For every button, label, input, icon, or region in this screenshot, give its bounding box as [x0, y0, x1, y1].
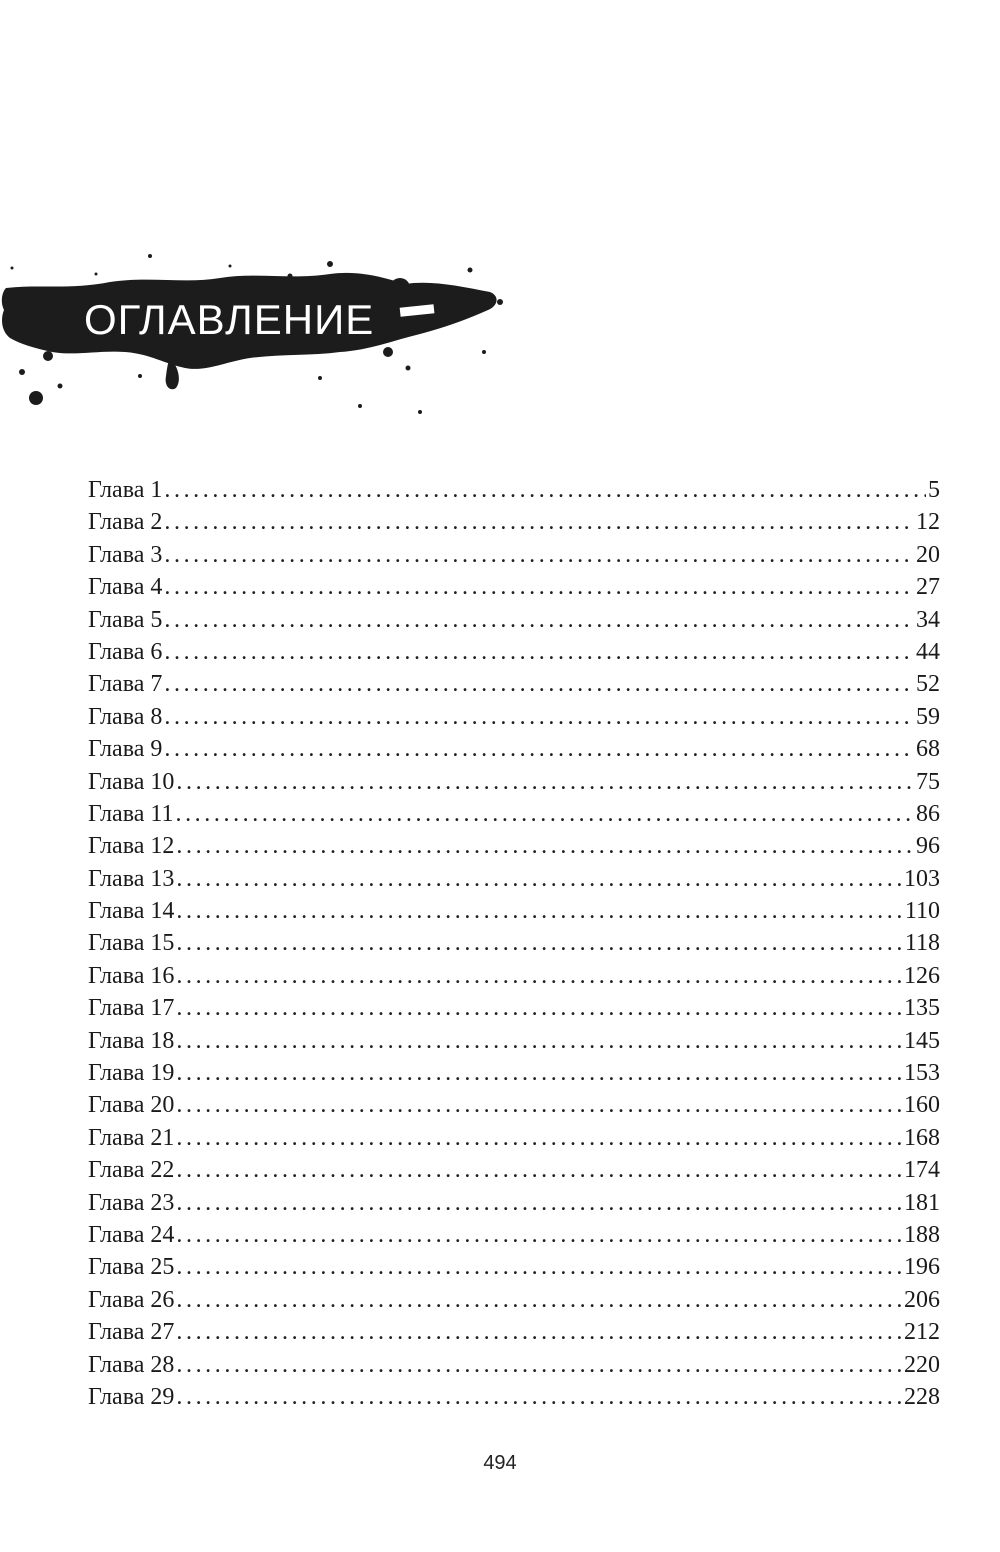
toc-entry [88, 604, 940, 636]
toc-entry-label: Глава 12 [88, 833, 175, 860]
dot-leader [176, 1219, 902, 1251]
toc-entry-label: Глава 23 [88, 1189, 175, 1216]
toc-entry-page: 206 [904, 1286, 940, 1313]
toc-entry [88, 1251, 940, 1283]
toc-entry-label: Глава 15 [88, 930, 175, 957]
dot-leader [176, 1025, 902, 1057]
toc-entry [88, 636, 940, 668]
dot-leader [176, 895, 903, 927]
dot-leader [164, 539, 914, 571]
toc-entry [88, 1187, 940, 1219]
toc-entry [88, 927, 940, 959]
toc-entry-label: Глава 6 [88, 638, 163, 665]
toc-entry-label: Глава 27 [88, 1319, 175, 1346]
toc-entry-label: Глава 29 [88, 1383, 175, 1410]
dot-leader [176, 992, 902, 1024]
toc-entry-label: Глава 25 [88, 1254, 175, 1281]
toc-entry [88, 1284, 940, 1316]
toc-entry-page: 228 [904, 1383, 940, 1410]
toc-entry-label: Глава 10 [88, 768, 175, 795]
dot-leader [175, 798, 914, 830]
dot-leader [164, 701, 914, 733]
dot-leader [176, 863, 902, 895]
page-number: 494 [483, 1452, 517, 1474]
toc-entry [88, 733, 940, 765]
toc-entry-label: Глава 18 [88, 1027, 175, 1054]
toc-entry-page: 75 [916, 768, 940, 795]
dot-leader [176, 1187, 902, 1219]
toc-entry-label: Глава 13 [88, 865, 175, 892]
dot-leader [164, 733, 914, 765]
toc-entry-label: Глава 7 [88, 671, 163, 698]
toc-entry-label: Глава 22 [88, 1157, 175, 1184]
toc-entry-label: Глава 28 [88, 1351, 175, 1378]
toc-entry-label: Глава 19 [88, 1060, 175, 1087]
toc-entry [88, 1057, 940, 1089]
toc-entry [88, 992, 940, 1024]
page-title: ОГЛАВЛЕНИЕ [84, 296, 375, 343]
toc-entry-label: Глава 20 [88, 1092, 175, 1119]
toc-entry-page: 34 [916, 606, 940, 633]
toc-entry-page: 52 [916, 671, 940, 698]
toc-entry-page: 27 [916, 574, 940, 601]
dot-leader [176, 1381, 902, 1413]
dot-leader [176, 1154, 902, 1186]
dot-leader [176, 960, 902, 992]
dot-leader [176, 1316, 902, 1348]
table-of-contents [88, 474, 940, 1413]
toc-entry-label: Глава 2 [88, 509, 163, 536]
toc-entry-page: 220 [904, 1351, 940, 1378]
toc-entry [88, 1025, 940, 1057]
dot-leader [176, 1089, 902, 1121]
toc-entry-page: 181 [904, 1189, 940, 1216]
toc-entry-label: Глава 8 [88, 703, 163, 730]
toc-entry-page: 196 [904, 1254, 940, 1281]
dot-leader [176, 1122, 902, 1154]
dot-leader [164, 668, 914, 700]
toc-entry-page: 160 [904, 1092, 940, 1119]
toc-entry-page: 168 [904, 1124, 940, 1151]
toc-entry-page: 126 [904, 962, 940, 989]
toc-entry-label: Глава 11 [88, 800, 174, 827]
toc-entry-page: 153 [904, 1060, 940, 1087]
toc-entry-page: 174 [904, 1157, 940, 1184]
toc-entry-label: Глава 16 [88, 962, 175, 989]
toc-entry-page: 68 [916, 736, 940, 763]
toc-entry [88, 863, 940, 895]
toc-entry [88, 701, 940, 733]
toc-entry-page: 188 [904, 1221, 940, 1248]
toc-entry-label: Глава 17 [88, 995, 175, 1022]
toc-entry [88, 474, 940, 506]
toc-entry-page: 59 [916, 703, 940, 730]
dot-leader [176, 1251, 902, 1283]
toc-entry-label: Глава 5 [88, 606, 163, 633]
toc-entry-page: 145 [904, 1027, 940, 1054]
toc-entry-label: Глава 26 [88, 1286, 175, 1313]
dot-leader [176, 830, 914, 862]
toc-entry-label: Глава 4 [88, 574, 163, 601]
toc-entry [88, 1349, 940, 1381]
dot-leader [176, 1057, 902, 1089]
toc-entry [88, 960, 940, 992]
toc-entry-page: 212 [904, 1319, 940, 1346]
toc-entry [88, 1154, 940, 1186]
toc-entry-page: 12 [916, 509, 940, 536]
dot-leader [164, 571, 914, 603]
toc-entry-label: Глава 1 [88, 477, 163, 503]
toc-entry-label: Глава 24 [88, 1221, 175, 1248]
toc-entry-page: 118 [904, 930, 940, 957]
toc-entry-label: Глава 3 [88, 541, 163, 568]
toc-entry-page: 110 [904, 898, 940, 925]
dot-leader [176, 927, 903, 959]
dot-leader [164, 474, 926, 506]
toc-entry-page: 103 [904, 865, 940, 892]
toc-entry [88, 798, 940, 830]
dot-leader [176, 766, 914, 798]
toc-entry-page: 20 [916, 541, 940, 568]
dot-leader [164, 636, 914, 668]
toc-entry [88, 571, 940, 603]
toc-entry [88, 668, 940, 700]
toc-entry-page: 5 [928, 477, 940, 503]
dot-leader [176, 1349, 902, 1381]
toc-entry [88, 1219, 940, 1251]
toc-entry-label: Глава 14 [88, 898, 175, 925]
toc-entry [88, 1381, 940, 1413]
toc-entry [88, 506, 940, 538]
toc-entry [88, 830, 940, 862]
toc-entry-page: 135 [904, 995, 940, 1022]
toc-entry [88, 1089, 940, 1121]
dot-leader [164, 506, 914, 538]
dot-leader [176, 1284, 902, 1316]
toc-entry [88, 766, 940, 798]
toc-entry [88, 539, 940, 571]
dot-leader [164, 604, 914, 636]
toc-entry [88, 895, 940, 927]
toc-entry-page: 86 [916, 800, 940, 827]
toc-entry [88, 1316, 940, 1348]
toc-entry-page: 96 [916, 833, 940, 860]
toc-entry-label: Глава 9 [88, 736, 163, 763]
toc-entry [88, 1122, 940, 1154]
toc-entry-label: Глава 21 [88, 1124, 175, 1151]
toc-entry-page: 44 [916, 638, 940, 665]
